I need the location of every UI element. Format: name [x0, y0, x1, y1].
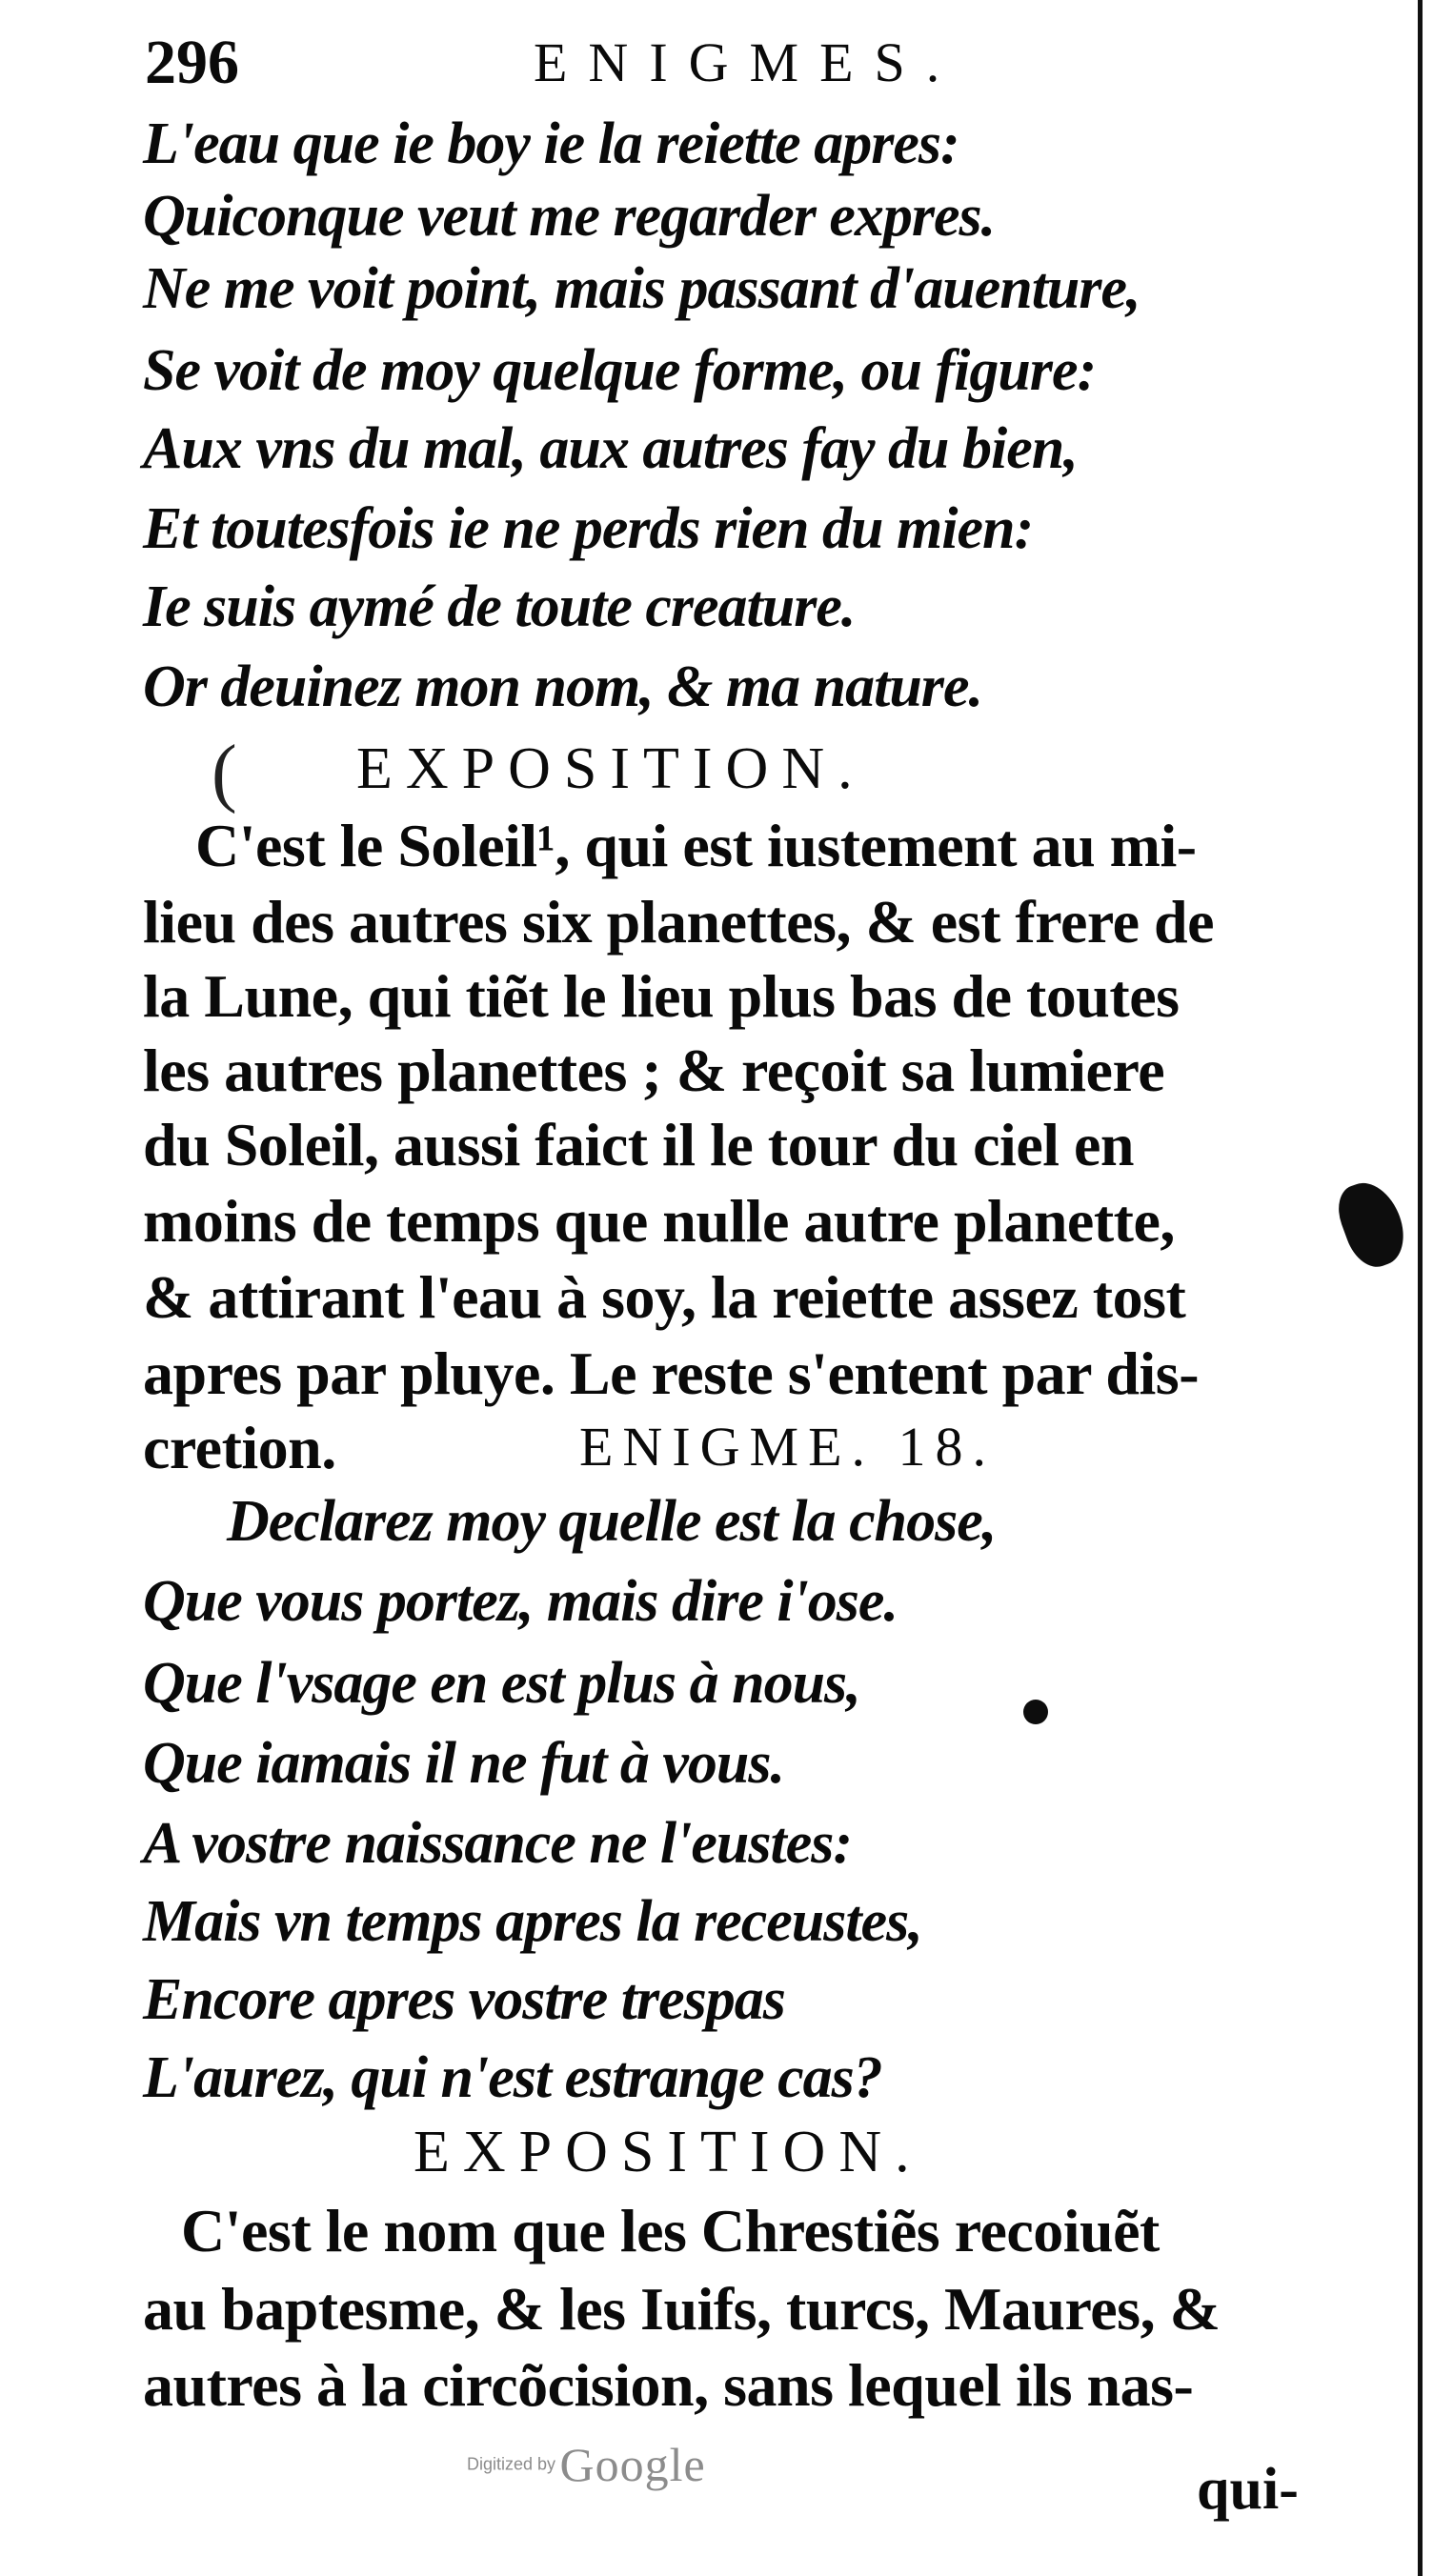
exposition-line: moins de temps que nulle autre planette,: [143, 1187, 1175, 1255]
page-edge: [1418, 0, 1423, 2576]
verse-line: Mais vn temps apres la receustes,: [143, 1889, 922, 1954]
exposition-line: & attirant l'eau à soy, la reiette assez tost: [143, 1263, 1186, 1331]
verse-line: Se voit de moy quelque forme, ou figure:: [143, 338, 1097, 403]
bracket-mark: (: [212, 731, 237, 815]
verse-line: L'aurez, qui n'est estrange cas?: [143, 2045, 882, 2110]
verse-line: Que l'vsage en est plus à nous,: [143, 1651, 860, 1716]
verse-line: Ie suis aymé de toute creature.: [143, 574, 856, 639]
verse-line: Declarez moy quelle est la chose,: [227, 1489, 997, 1554]
verse-line: Ne me voit point, mais passant d'auenture,: [143, 256, 1140, 321]
exposition-heading: EXPOSITION.: [414, 2120, 923, 2184]
google-logo: Google: [559, 2438, 706, 2491]
verse-line: Aux vns du mal, aux autres fay du bien,: [143, 416, 1078, 481]
exposition-line: au baptesme, & les Iuifs, turcs, Maures, &: [143, 2275, 1221, 2343]
exposition-line: cretion.: [143, 1414, 336, 1481]
exposition-line: la Lune, qui tiẽt le lieu plus bas de toutes: [143, 962, 1180, 1030]
verse-line: L'eau que ie boy ie la reiette apres:: [143, 111, 959, 176]
page-header: [133, 27, 1277, 112]
exposition-line: du Soleil, aussi faict il le tour du ciel en: [143, 1111, 1134, 1178]
running-head: ENIGMES.: [534, 31, 961, 93]
exposition-heading: EXPOSITION.: [356, 736, 866, 801]
ink-blot: [1330, 1174, 1413, 1274]
ink-dot: [1023, 1700, 1048, 1724]
exposition-line: les autres planettes ; & reçoit sa lumiere: [143, 1036, 1165, 1104]
verse-line: Encore apres vostre trespas: [143, 1967, 785, 2032]
enigme-heading: ENIGME. 18.: [579, 1416, 997, 1478]
verse-line: Quiconque veut me regarder expres.: [143, 184, 996, 249]
exposition-line: C'est le nom que les Chrestiẽs recoiuẽt: [181, 2197, 1160, 2264]
page-number: 296: [145, 28, 239, 97]
catchword: qui-: [1197, 2457, 1299, 2522]
exposition-line: lieu des autres six planettes, & est frere de: [143, 888, 1214, 956]
verse-line: Et toutesfois ie ne perds rien du mien:: [143, 496, 1034, 561]
exposition-line: apres par pluye. Le reste s'entent par dis-: [143, 1339, 1199, 1407]
exposition-line: C'est le Soleil¹, qui est iustement au mi-: [195, 812, 1197, 879]
watermark-prefix: Digitized by: [467, 2454, 556, 2474]
digitized-watermark: [467, 2437, 706, 2492]
verse-line: Que vous portez, mais dire i'ose.: [143, 1569, 898, 1634]
exposition-line: autres à la circõcision, sans lequel ils nas-: [143, 2351, 1194, 2419]
verse-line: A vostre naissance ne l'eustes:: [143, 1811, 853, 1876]
verse-line: Que iamais il ne fut à vous.: [143, 1731, 785, 1796]
verse-line: Or deuinez mon nom, & ma nature.: [143, 654, 982, 719]
